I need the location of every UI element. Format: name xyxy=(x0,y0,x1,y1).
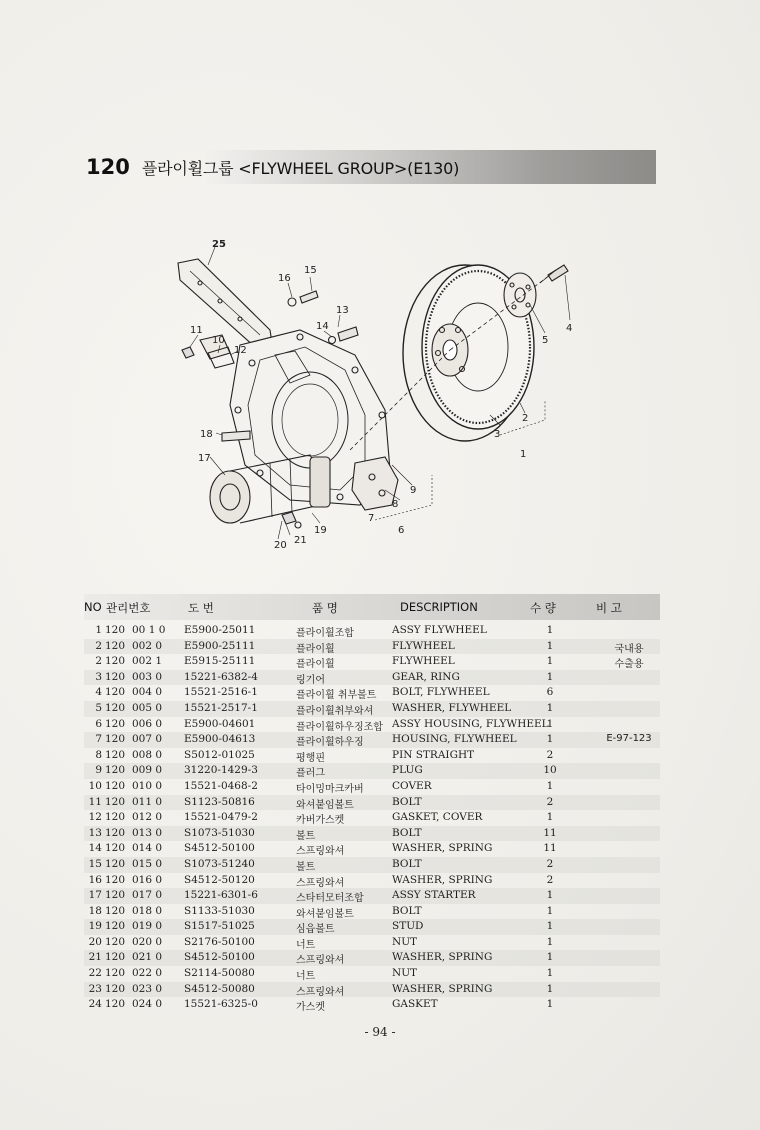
row-number: 14 xyxy=(88,842,102,855)
drawing-number: S1073-51030 xyxy=(184,826,255,839)
row-number: 7 xyxy=(95,733,102,746)
row-number: 1 xyxy=(95,624,102,636)
management-number: 002 0 xyxy=(132,639,163,652)
table-row xyxy=(84,685,660,701)
part-description: WASHER, SPRING xyxy=(392,982,493,995)
group-code: 120 xyxy=(105,998,126,1011)
header-drawing-number: 도 번 xyxy=(188,601,214,615)
parts-table xyxy=(84,594,660,1013)
row-number: 18 xyxy=(88,904,102,917)
callout-13: 13 xyxy=(336,305,349,316)
drawing-number: S5012-01025 xyxy=(184,748,255,761)
callout-2: 2 xyxy=(522,413,529,424)
management-number: 022 0 xyxy=(132,967,163,980)
quantity: 1 xyxy=(546,998,554,1011)
group-code: 120 xyxy=(105,686,126,699)
korean-part-name: 플라이휠조합 xyxy=(296,628,354,639)
callout-20: 20 xyxy=(274,540,287,551)
korean-part-name: 스프링와셔 xyxy=(296,986,345,998)
header-no: NO xyxy=(84,600,102,614)
quantity: 1 xyxy=(546,811,554,824)
table-row xyxy=(84,904,660,920)
korean-part-name: 스프링와셔 xyxy=(296,846,345,858)
row-number: 12 xyxy=(88,811,102,824)
callout-14: 14 xyxy=(316,321,329,332)
flywheel-group-drawing xyxy=(160,235,600,565)
drawing-number: 31220-1429-3 xyxy=(184,764,258,777)
row-number: 9 xyxy=(95,764,102,777)
table-row xyxy=(84,935,660,951)
callout-9: 9 xyxy=(410,485,417,496)
part-description: ASSY FLYWHEEL xyxy=(392,624,487,636)
group-code: 120 xyxy=(105,764,126,777)
management-number: 012 0 xyxy=(132,811,163,824)
table-row xyxy=(84,950,660,966)
korean-part-name: 평행핀 xyxy=(296,752,325,764)
korean-part-name: 가스켓 xyxy=(296,1002,325,1014)
quantity: 2 xyxy=(546,857,554,870)
management-number: 004 0 xyxy=(132,686,163,699)
group-code: 120 xyxy=(105,889,126,902)
korean-part-name: 플라이휠 취부볼트 xyxy=(296,690,377,702)
table-row xyxy=(84,826,660,842)
management-number: 013 0 xyxy=(132,826,163,839)
group-code: 120 xyxy=(105,795,126,808)
part-description: GASKET, COVER xyxy=(392,811,483,824)
remarks: 수출용 xyxy=(614,659,644,671)
drawing-number: 15521-2516-1 xyxy=(184,686,258,699)
quantity: 2 xyxy=(546,873,554,886)
korean-part-name: 플라이휠 xyxy=(296,659,335,671)
part-description: BOLT xyxy=(392,904,422,917)
quantity: 1 xyxy=(546,733,554,746)
table-row xyxy=(84,888,660,904)
management-number: 024 0 xyxy=(132,998,163,1011)
row-number: 4 xyxy=(95,686,102,699)
part-description: BOLT xyxy=(392,795,422,808)
row-number: 15 xyxy=(88,857,102,870)
korean-part-name: 심읍볼트 xyxy=(296,924,335,936)
group-code: 120 xyxy=(105,811,126,824)
callout-6: 6 xyxy=(398,525,405,536)
group-code: 120 xyxy=(105,670,126,683)
drawing-number: S1517-51025 xyxy=(184,920,255,933)
drawing-number: S1073-51240 xyxy=(184,857,255,870)
table-row xyxy=(84,966,660,982)
callout-1: 1 xyxy=(520,449,527,460)
korean-part-name: 플라이휠하우징조합 xyxy=(296,721,383,733)
korean-part-name: 너트 xyxy=(296,971,316,983)
part-description: HOUSING, FLYWHEEL xyxy=(392,733,517,746)
part-description: BOLT, FLYWHEEL xyxy=(392,686,490,699)
drawing-number: S2176-50100 xyxy=(184,935,255,948)
quantity: 1 xyxy=(546,779,554,792)
callout-12: 12 xyxy=(234,345,247,356)
management-number: 003 0 xyxy=(132,670,163,683)
quantity: 1 xyxy=(546,935,554,948)
table-row xyxy=(84,841,660,857)
callout-5: 5 xyxy=(542,335,549,346)
row-number: 2 xyxy=(95,655,102,668)
drawing-number: E5900-04601 xyxy=(184,717,256,730)
header-part-name: 품 명 xyxy=(312,601,338,615)
korean-part-name: 볼트 xyxy=(296,861,316,873)
table-row xyxy=(84,717,660,733)
group-code: 120 xyxy=(105,748,126,761)
row-number: 23 xyxy=(88,982,102,995)
korean-part-name: 스프링와셔 xyxy=(296,877,345,889)
korean-part-name: 스타터모터조합 xyxy=(296,893,364,905)
row-number: 24 xyxy=(88,998,102,1011)
callout-21: 21 xyxy=(294,535,307,546)
part-description: NUT xyxy=(392,967,418,980)
quantity: 1 xyxy=(546,982,554,995)
management-number: 011 0 xyxy=(132,795,163,808)
part-description: FLYWHEEL xyxy=(392,639,455,652)
table-row xyxy=(84,701,660,717)
korean-part-name: 와셔붙임볼트 xyxy=(296,908,354,920)
drawing-number: 15521-6325-0 xyxy=(184,998,258,1011)
quantity: 2 xyxy=(546,795,554,808)
management-number: 006 0 xyxy=(132,717,163,730)
part-description: GASKET xyxy=(392,998,438,1011)
quantity: 1 xyxy=(546,951,554,964)
callout-10: 10 xyxy=(212,335,225,346)
table-row xyxy=(84,623,660,639)
section-title: 플라이휠그룹 <FLYWHEEL GROUP>(E130) xyxy=(141,158,460,178)
part-description: GEAR, RING xyxy=(392,670,460,683)
row-number: 17 xyxy=(88,889,102,902)
table-row xyxy=(84,997,660,1013)
korean-part-name: 플라이휠하우징 xyxy=(296,737,364,749)
drawing-number: 15521-0468-2 xyxy=(184,779,258,792)
group-code: 120 xyxy=(105,779,126,792)
korean-part-name: 플라이휠 xyxy=(296,643,335,655)
header-management-number: 관리번호 xyxy=(106,601,151,615)
row-number: 16 xyxy=(88,873,102,886)
row-number: 3 xyxy=(95,670,102,683)
callout-25: 25 xyxy=(212,239,226,250)
korean-part-name: 플라이휠취부와셔 xyxy=(296,705,374,717)
table-row xyxy=(84,779,660,795)
callout-18: 18 xyxy=(200,429,213,440)
table-row xyxy=(84,857,660,873)
drawing-number: 15521-0479-2 xyxy=(184,811,258,824)
table-row xyxy=(84,654,660,670)
group-code: 120 xyxy=(105,982,126,995)
management-number: 014 0 xyxy=(132,842,163,855)
part-description: COVER xyxy=(392,779,432,792)
korean-part-name: 플러그 xyxy=(296,768,325,780)
row-number: 11 xyxy=(88,795,102,808)
management-number: 00 1 0 xyxy=(132,624,166,636)
korean-part-name: 카버가스켓 xyxy=(296,815,345,827)
management-number: 008 0 xyxy=(132,748,163,761)
table-row xyxy=(84,748,660,764)
drawing-number: 15221-6382-4 xyxy=(184,670,258,683)
group-code: 120 xyxy=(105,873,126,886)
callout-16: 16 xyxy=(278,273,291,284)
callout-11: 11 xyxy=(190,325,203,336)
korean-part-name: 볼트 xyxy=(296,830,316,842)
row-number: 8 xyxy=(95,748,102,761)
drawing-number: E5900-04613 xyxy=(184,733,256,746)
callout-15: 15 xyxy=(304,265,317,276)
drawing-number: E5900-25011 xyxy=(184,624,256,636)
quantity: 1 xyxy=(546,624,554,636)
part-description: PIN STRAIGHT xyxy=(392,748,475,761)
part-description: BOLT xyxy=(392,857,422,870)
group-code: 120 xyxy=(105,717,126,730)
quantity: 1 xyxy=(546,904,554,917)
group-code: 120 xyxy=(105,857,126,870)
section-number: 120 xyxy=(86,155,130,179)
management-number: 005 0 xyxy=(132,701,163,714)
part-description: WASHER, FLYWHEEL xyxy=(392,701,512,714)
quantity: 10 xyxy=(543,764,557,777)
part-description: ASSY STARTER xyxy=(392,889,476,902)
row-number: 20 xyxy=(88,935,102,948)
row-number: 21 xyxy=(88,951,102,964)
group-code: 120 xyxy=(105,701,126,714)
row-number: 19 xyxy=(88,920,102,933)
drawing-number: S4512-50120 xyxy=(184,873,255,886)
page-number: - 94 - xyxy=(364,1025,396,1039)
korean-part-name: 너트 xyxy=(296,939,316,951)
section-title-bar xyxy=(86,150,656,184)
quantity: 1 xyxy=(546,967,554,980)
row-number: 2 xyxy=(95,639,102,652)
group-code: 120 xyxy=(105,733,126,746)
table-row xyxy=(84,670,660,686)
callout-17: 17 xyxy=(198,453,211,464)
header-quantity: 수 량 xyxy=(530,601,556,615)
management-number: 009 0 xyxy=(132,764,163,777)
drawing-number: S1123-50816 xyxy=(184,795,255,808)
management-number: 007 0 xyxy=(132,733,163,746)
management-number: 002 1 xyxy=(132,655,163,668)
callout-19: 19 xyxy=(314,525,327,536)
group-code: 120 xyxy=(105,826,126,839)
part-description: STUD xyxy=(392,920,424,933)
group-code: 120 xyxy=(105,624,126,636)
management-number: 015 0 xyxy=(132,857,163,870)
drawing-number: S1133-51030 xyxy=(184,904,255,917)
header-description: DESCRIPTION xyxy=(400,600,478,614)
management-number: 016 0 xyxy=(132,873,163,886)
table-row xyxy=(84,763,660,779)
group-code: 120 xyxy=(105,951,126,964)
table-body xyxy=(84,623,660,1013)
management-number: 020 0 xyxy=(132,935,163,948)
header-remarks: 비 고 xyxy=(596,601,622,615)
drawing-number: 15521-2517-1 xyxy=(184,701,258,714)
part-description: NUT xyxy=(392,935,418,948)
quantity: 1 xyxy=(546,701,554,714)
quantity: 1 xyxy=(546,889,554,902)
row-number: 5 xyxy=(95,701,102,714)
group-code: 120 xyxy=(105,655,126,668)
row-number: 10 xyxy=(88,779,102,792)
management-number: 010 0 xyxy=(132,779,163,792)
drawing-number: 15221-6301-6 xyxy=(184,889,258,902)
remarks: 국내용 xyxy=(614,643,644,655)
remarks: E-97-123 xyxy=(606,733,652,745)
management-number: 018 0 xyxy=(132,904,163,917)
management-number: 023 0 xyxy=(132,982,163,995)
row-number: 6 xyxy=(95,717,102,730)
callout-7: 7 xyxy=(368,513,375,524)
part-description: FLYWHEEL xyxy=(392,655,455,668)
callout-8: 8 xyxy=(392,499,399,510)
table-row xyxy=(84,982,660,998)
group-code: 120 xyxy=(105,920,126,933)
quantity: 1 xyxy=(546,717,554,730)
part-description: ASSY HOUSING, FLYWHEEL xyxy=(392,717,549,730)
callout-3: 3 xyxy=(494,429,501,440)
part-description: WASHER, SPRING xyxy=(392,842,493,855)
quantity: 2 xyxy=(546,748,554,761)
part-description: WASHER, SPRING xyxy=(392,873,493,886)
korean-part-name: 스프링와셔 xyxy=(296,955,345,967)
management-number: 021 0 xyxy=(132,951,163,964)
group-code: 120 xyxy=(105,967,126,980)
drawing-number: S4512-50080 xyxy=(184,982,255,995)
korean-part-name: 와셔붙임볼트 xyxy=(296,799,354,811)
management-number: 019 0 xyxy=(132,920,163,933)
drawing-number: S2114-50080 xyxy=(184,967,255,980)
drawing-number: S4512-50100 xyxy=(184,842,255,855)
quantity: 11 xyxy=(543,842,557,855)
row-number: 22 xyxy=(88,967,102,980)
korean-part-name: 링기어 xyxy=(296,674,325,686)
part-description: BOLT xyxy=(392,826,422,839)
table-row xyxy=(84,873,660,889)
quantity: 1 xyxy=(546,639,554,652)
group-code: 120 xyxy=(105,904,126,917)
korean-part-name: 타이밍마크카버 xyxy=(296,783,364,795)
quantity: 6 xyxy=(546,686,554,699)
row-number: 13 xyxy=(88,826,102,839)
drawing-number: S4512-50100 xyxy=(184,951,255,964)
drawing-number: E5900-25111 xyxy=(184,639,256,652)
exploded-parts-diagram xyxy=(160,235,600,565)
part-description: WASHER, SPRING xyxy=(392,951,493,964)
table-row xyxy=(84,919,660,935)
group-code: 120 xyxy=(105,639,126,652)
table-row xyxy=(84,732,660,748)
quantity: 11 xyxy=(543,826,557,839)
drawing-number: E5915-25111 xyxy=(184,655,256,668)
table-row xyxy=(84,810,660,826)
callout-4: 4 xyxy=(566,323,573,334)
quantity: 1 xyxy=(546,655,554,668)
group-code: 120 xyxy=(105,935,126,948)
quantity: 1 xyxy=(546,670,554,683)
table-header xyxy=(84,594,660,620)
part-description: PLUG xyxy=(392,764,423,777)
table-row xyxy=(84,795,660,811)
quantity: 1 xyxy=(546,920,554,933)
management-number: 017 0 xyxy=(132,889,163,902)
table-row xyxy=(84,639,660,655)
group-code: 120 xyxy=(105,842,126,855)
